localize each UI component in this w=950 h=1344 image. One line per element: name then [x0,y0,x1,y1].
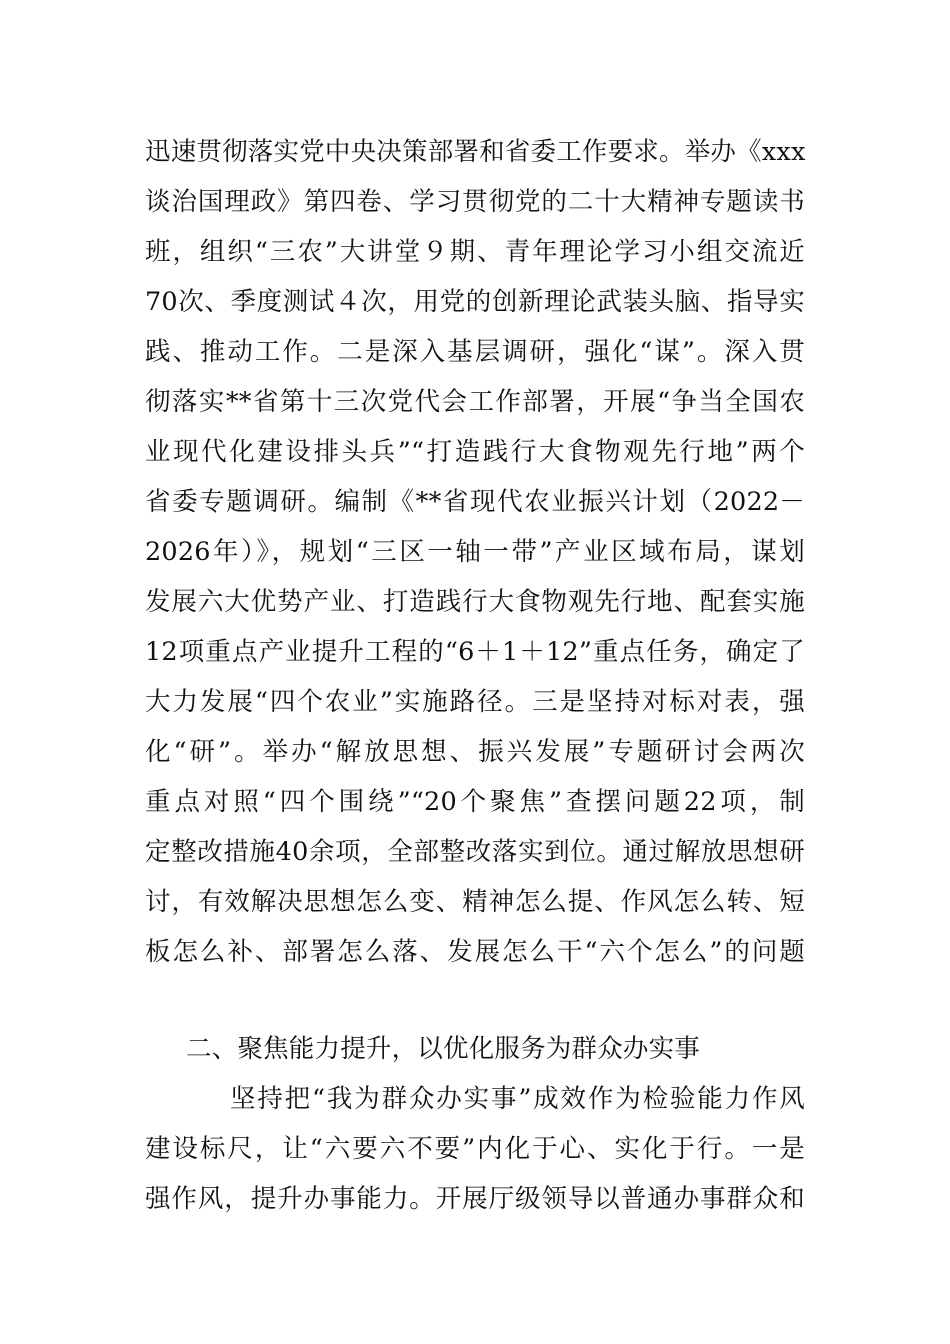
paragraph-line: 业现代化建设排头兵”“打造践行大食物观先行地”两个 [145,437,805,467]
paragraph-line: 发展六大优势产业、打造践行大食物观先行地、配套实施 [145,587,805,617]
paragraph-line: 2026年）》，规划“三区一轴一带”产业区域布局，谋划 [145,537,805,567]
paragraph-line: 70次、季度测试４次，用党的创新理论武装头脑、指导实 [145,287,805,317]
paragraph-line: 大力发展“四个农业”实施路径。三是坚持对标对表，强 [145,687,805,717]
paragraph-line: 重点对照“四个围绕”“20个聚焦”查摆问题22项，制 [145,787,805,817]
paragraph-line: 12项重点产业提升工程的“6＋1＋12”重点任务，确定了 [145,637,805,667]
paragraph-line: 迅速贯彻落实党中央决策部署和省委工作要求。举办《xxx [145,137,806,167]
paragraph-line: 践、推动工作。二是深入基层调研，强化“谋”。深入贯 [145,337,805,367]
paragraph-line: 定整改措施40余项，全部整改落实到位。通过解放思想研 [145,837,805,867]
paragraph-line: 化“研”。举办“解放思想、振兴发展”专题研讨会两次 [145,737,805,767]
paragraph-line: 省委专题调研。编制《**省现代农业振兴计划（2022－ [145,487,805,517]
paragraph-line: 谈治国理政》第四卷、学习贯彻党的二十大精神专题读书 [145,187,805,217]
paragraph-line: 讨，有效解决思想怎么变、精神怎么提、作风怎么转、短 [145,887,805,917]
paragraph-line: 坚持把“我为群众办实事”成效作为检验能力作风 [230,1084,805,1114]
paragraph-line: 班，组织“三农”大讲堂９期、青年理论学习小组交流近 [145,237,805,267]
paragraph-line: 彻落实**省第十三次党代会工作部署，开展“争当全国农 [145,387,805,417]
section-heading: 二、聚焦能力提升，以优化服务为群众办实事 [186,1034,701,1064]
paragraph-line: 建设标尺，让“六要六不要”内化于心、实化于行。一是 [145,1134,805,1164]
paragraph-line: 板怎么补、部署怎么落、发展怎么干“六个怎么”的问题 [145,937,805,967]
paragraph-line: 强作风，提升办事能力。开展厅级领导以普通办事群众和 [145,1184,805,1214]
